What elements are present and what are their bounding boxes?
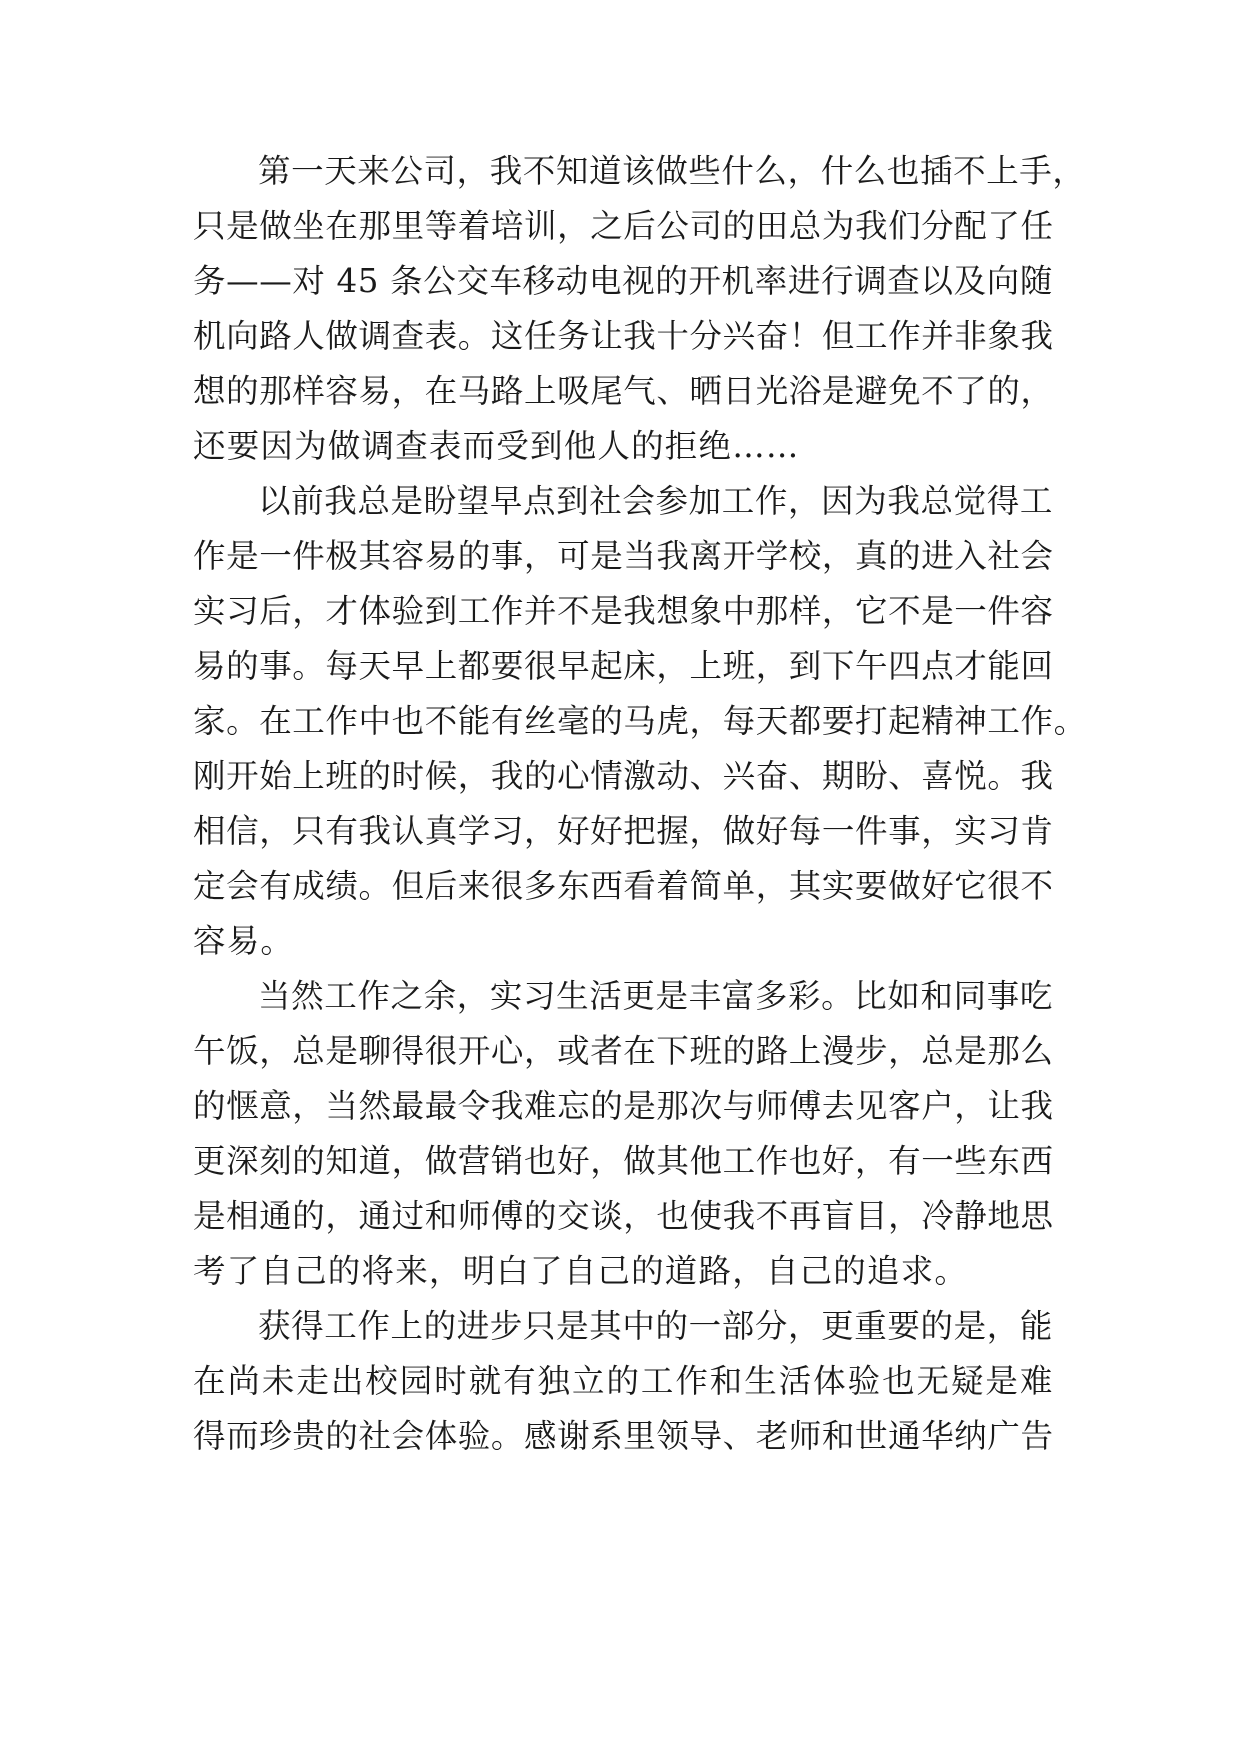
paragraph-4-line-1: 获得工作上的进步只是其中的一部分，更重要的是，能 — [258, 1307, 1053, 1345]
paragraph-3-line-2: 午饭，总是聊得很开心，或者在下班的路上漫步，总是那么 — [193, 1032, 1054, 1070]
paragraph-2-line-2: 作是一件极其容易的事，可是当我离开学校，真的进入社会 — [193, 537, 1054, 575]
paragraph-1-line-4: 机向路人做调查表。这任务让我十分兴奋！但工作并非象我 — [193, 317, 1054, 355]
paragraph-3-line-4: 更深刻的知道，做营销也好，做其他工作也好，有一些东西 — [193, 1142, 1054, 1180]
paragraph-3-line-5: 是相通的，通过和师傅的交谈，也使我不再盲目，冷静地思 — [193, 1197, 1054, 1235]
paragraph-3-line-3: 的惬意，当然最最令我难忘的是那次与师傅去见客户，让我 — [193, 1087, 1054, 1125]
paragraph-2-line-7: 相信，只有我认真学习，好好把握，做好每一件事，实习肯 — [193, 812, 1054, 850]
paragraph-3-line-6: 考了自己的将来，明白了自己的道路，自己的追求。 — [193, 1252, 969, 1290]
paragraph-2-line-4: 易的事。每天早上都要很早起床，上班，到下午四点才能回 — [193, 647, 1054, 685]
paragraph-2-line-6: 刚开始上班的时候，我的心情激动、兴奋、期盼、喜悦。我 — [193, 757, 1054, 795]
paragraph-1-line-6: 还要因为做调查表而受到他人的拒绝…… — [193, 427, 800, 465]
paragraph-4-line-2: 在尚未走出校园时就有独立的工作和生活体验也无疑是难 — [193, 1362, 1053, 1400]
paragraph-2-line-9: 容易。 — [193, 922, 295, 960]
paragraph-3-line-1: 当然工作之余，实习生活更是丰富多彩。比如和同事吃 — [258, 977, 1053, 1015]
paragraph-1-line-2: 只是做坐在那里等着培训，之后公司的田总为我们分配了任 — [193, 207, 1054, 245]
paragraph-1-line-5: 想的那样容易，在马路上吸尾气、晒日光浴是避免不了的， — [193, 372, 1054, 410]
paragraph-2-line-3: 实习后，才体验到工作并不是我想象中那样，它不是一件容 — [193, 592, 1054, 630]
paragraph-1-line-1: 第一天来公司，我不知道该做些什么，什么也插不上手， — [258, 152, 1086, 190]
paragraph-2-line-5: 家。在工作中也不能有丝毫的马虎，每天都要打起精神工作。 — [193, 702, 1087, 740]
paragraph-4-line-3: 得而珍贵的社会体验。感谢系里领导、老师和世通华纳广告 — [193, 1417, 1054, 1455]
paragraph-2-line-1: 以前我总是盼望早点到社会参加工作，因为我总觉得工 — [258, 482, 1053, 520]
paragraph-2-line-8: 定会有成绩。但后来很多东西看着简单，其实要做好它很不 — [193, 867, 1054, 905]
paragraph-1-line-3: 务——对 45 条公交车移动电视的开机率进行调查以及向随 — [193, 262, 1053, 300]
